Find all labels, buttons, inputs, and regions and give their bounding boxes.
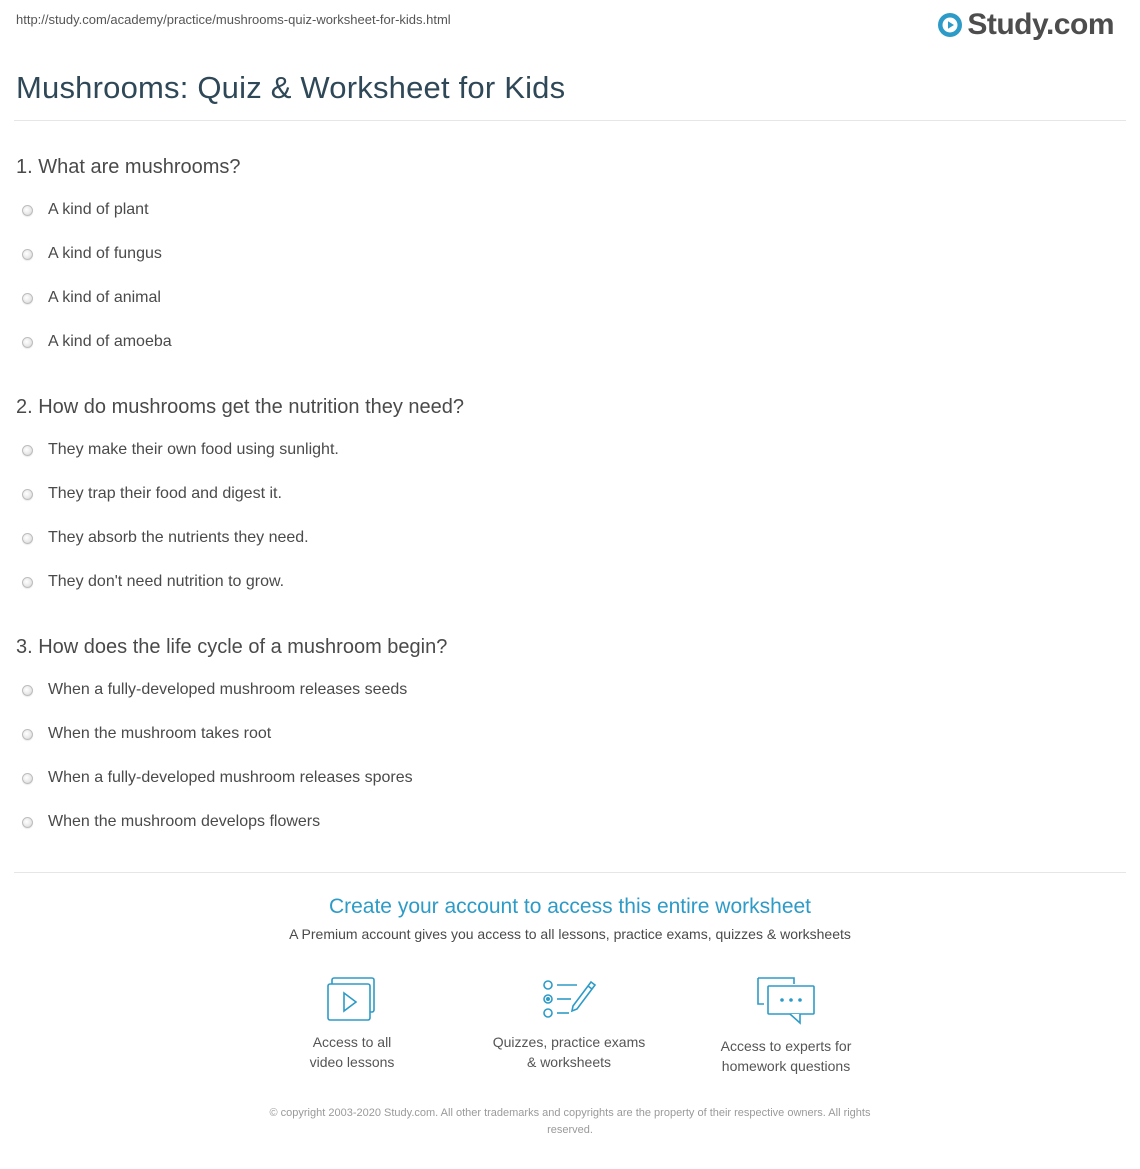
- radio-button[interactable]: [22, 817, 33, 828]
- feature-label-line: & worksheets: [526, 1054, 612, 1070]
- radio-button[interactable]: [22, 205, 33, 216]
- answer-option[interactable]: [22, 199, 149, 221]
- feature-video-lessons: [252, 976, 452, 1072]
- play-circle-icon: [937, 12, 963, 38]
- answer-option[interactable]: [22, 723, 271, 745]
- answer-option[interactable]: [22, 287, 161, 309]
- answer-label: A kind of plant: [48, 201, 149, 218]
- radio-button[interactable]: [22, 729, 33, 740]
- copyright-footer: [210, 1105, 930, 1139]
- answer-label: They make their own food using sunlight.: [48, 441, 339, 458]
- answer-option[interactable]: [22, 527, 309, 549]
- answer-option[interactable]: [22, 679, 407, 701]
- page-title: Mushrooms: Quiz & Worksheet for Kids: [16, 70, 566, 105]
- answer-option[interactable]: [22, 571, 284, 593]
- answer-option[interactable]: [22, 243, 162, 265]
- feature-label-line: homework questions: [721, 1058, 851, 1074]
- logo-text: Study.com: [967, 8, 1114, 41]
- answer-label: They don't need nutrition to grow.: [48, 573, 285, 590]
- feature-quizzes: [469, 976, 669, 1072]
- feature-experts: [686, 976, 886, 1076]
- question-1: 1. What are mushrooms?: [16, 156, 241, 178]
- chat-bubble-icon: [754, 976, 818, 1026]
- answer-label: When a fully-developed mushroom releases spores: [48, 769, 413, 786]
- answer-label: A kind of animal: [48, 289, 161, 306]
- answer-option[interactable]: [22, 331, 172, 353]
- answer-label: They absorb the nutrients they need.: [48, 529, 309, 546]
- answer-option[interactable]: [22, 811, 320, 833]
- radio-button[interactable]: [22, 489, 33, 500]
- answer-option[interactable]: [22, 483, 282, 505]
- feature-label-line: Access to all: [312, 1034, 392, 1050]
- radio-button[interactable]: [22, 533, 33, 544]
- feature-label-line: Quizzes, practice exams: [492, 1034, 646, 1050]
- answer-label: When the mushroom takes root: [48, 725, 272, 742]
- radio-button[interactable]: [22, 773, 33, 784]
- feature-label-line: video lessons: [309, 1054, 395, 1070]
- answer-label: When the mushroom develops flowers: [48, 813, 321, 830]
- create-account-link[interactable]: Create your account to access this entire worksheet: [328, 895, 812, 918]
- section-divider: [14, 872, 1126, 873]
- question-2: 2. How do mushrooms get the nutrition they need?: [16, 396, 465, 418]
- answer-label: They trap their food and digest it.: [48, 485, 282, 502]
- radio-button[interactable]: [22, 445, 33, 456]
- footer-line: reserved.: [547, 1124, 593, 1136]
- feature-label-line: Access to experts for: [720, 1038, 852, 1054]
- title-divider: [14, 120, 1126, 121]
- answer-option[interactable]: [22, 439, 339, 461]
- answer-label: A kind of amoeba: [48, 333, 172, 350]
- answer-label: A kind of fungus: [48, 245, 162, 262]
- answer-option[interactable]: [22, 767, 413, 789]
- question-3: 3. How does the life cycle of a mushroom begin?: [16, 636, 448, 658]
- answer-label: When a fully-developed mushroom releases seeds: [48, 681, 408, 698]
- quiz-checklist-icon: [541, 976, 597, 1022]
- video-lessons-icon: [326, 976, 378, 1022]
- radio-button[interactable]: [22, 685, 33, 696]
- study-logo[interactable]: [937, 8, 1114, 42]
- radio-button[interactable]: [22, 337, 33, 348]
- radio-button[interactable]: [22, 293, 33, 304]
- footer-line: © copyright 2003-2020 Study.com. All other trademarks and copyrights are the property of their respective owners. All rights: [269, 1107, 871, 1119]
- radio-button[interactable]: [22, 249, 33, 260]
- cta-subtitle: A Premium account gives you access to all lessons, practice exams, quizzes & worksheets: [289, 926, 851, 942]
- radio-button[interactable]: [22, 577, 33, 588]
- page-url: http://study.com/academy/practice/mushrooms-quiz-worksheet-for-kids.html: [16, 12, 451, 27]
